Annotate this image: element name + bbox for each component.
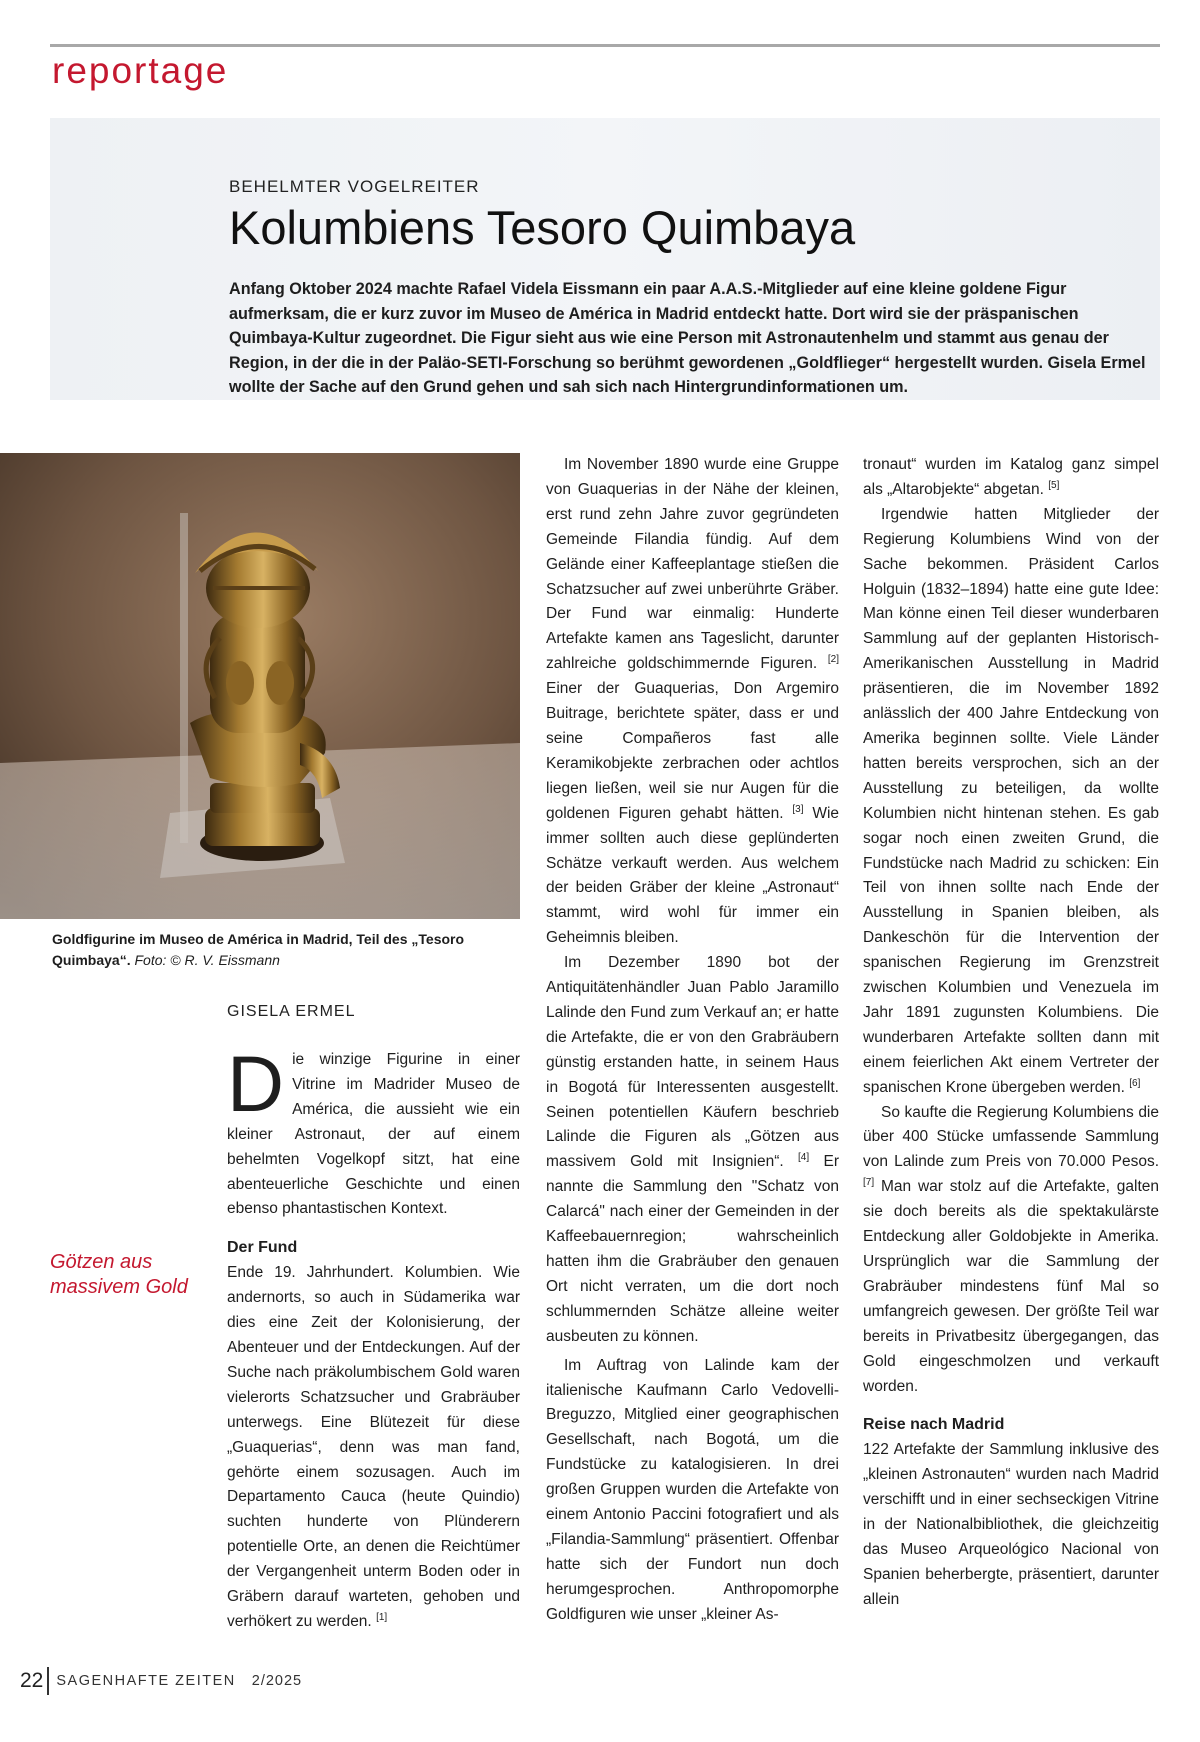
footer-divider — [47, 1667, 49, 1695]
paragraph-text: So kaufte die Regierung Kolumbiens die über 400 Stücke umfassende Sammlung von Lalinde zum Preis von 70.000 Pesos. — [863, 1103, 1159, 1171]
paragraph — [546, 1354, 839, 1628]
gold-figurine-photo — [0, 453, 520, 919]
paragraph — [546, 951, 839, 1350]
article-kicker: BEHELMTER VOGELREITER — [229, 177, 480, 196]
footnote-ref: [2] — [827, 654, 839, 666]
caption-text: Goldfigurine im Museo de América in Madrid, Teil des „Tesoro Quimbaya“. — [52, 931, 465, 968]
footnote-ref: [4] — [798, 1152, 810, 1164]
intro-paragraph — [227, 1039, 520, 1222]
issue-number: 2/2025 — [251, 1673, 303, 1689]
article-title: Kolumbiens Tesoro Quimbaya — [229, 201, 856, 254]
footnote-ref: [5] — [1048, 479, 1060, 491]
heading-der-fund: Der Fund — [227, 1239, 298, 1257]
paragraph-text: Man war stolz auf die Artefakte, galten sie doch bereits als die spektakulärste Entdeckung aller Goldobjekte in Amerika. Ursprünglich war die Sammlung der Grabräuber mindestens fünf Mal so umfangreich gewesen. Der größte Teil war bereits in Privatbesitz übergegangen, das Gold eingeschmolzen und verkauft worden. — [863, 1178, 1160, 1395]
author-byline: GISELA ERMEL — [227, 1003, 356, 1020]
paragraph — [863, 1101, 1159, 1400]
paragraph-text: Einer der Guaquerias, Don Argemiro Buitrage, berichtete später, dass er und seine Compañeros fast alle Keramikobjekte zerbrachen oder achtlos liegen ließen, weil sie nur Augen für die goldenen Figuren gehabt hätten. — [546, 680, 839, 822]
top-rule — [50, 44, 1160, 47]
text-column-3 — [863, 453, 1159, 1613]
paragraph-text: 122 Artefakte der Sammlung inklusive des „kleinen Astronauten“ wurden nach Madrid verschifft und in einer sechseckigen Vitrine in der Nationalbibliothek, die gleichzeitig das Museo Arqueológico Nacional von Spanien beherbergte, präsentiert, darunter allein — [863, 1441, 1159, 1608]
magazine-name: SAGENHAFTE ZEITEN — [56, 1673, 236, 1689]
footnote-ref: [1] — [376, 1611, 388, 1623]
paragraph — [863, 503, 1159, 1101]
page-footer — [20, 1667, 302, 1695]
paragraph-text: Im Auftrag von Lalinde kam der italienische Kaufmann Carlo Vedovelli-Breguzzo, Mitglied einer geographischen Gesellschaft, nach Bogotá, um die Fundstücke zu katalogisieren. In drei großen Gruppen wurden die Artefakte von einem Antonio Paccini fotografiert und als „Filandia-Sammlung“ präsentiert. Offenbar hatte sich der Fundort nun doch herumgesprochen. Anthropomorphe Goldfiguren wie unser „kleiner As- — [546, 1356, 839, 1623]
text-column-2 — [546, 453, 839, 1628]
paragraph-text: Irgendwie hatten Mitglieder der Regierung Kolumbiens Wind von der Sache bekommen. Präsident Carlos Holguin (1832–1894) hatte eine gute Idee: Man könne einen Teil dieser wunderbaren Sammlung auf der geplanten Historisch-Amerikanischen Ausstellung in Madrid präsentieren, die im November 1892 anlässlich der 400 Jahre Entdeckung von Amerika beginnen sollte. Viele Länder hatten bereits versprochen, sich an der Ausstellung zu beteiligen, da wollte Kolumbien nicht hintenan stehen. Es gab sogar noch einen zweiten Grund, die Fundstücke nach Madrid zu schicken: Ein Teil von ihnen sollte nach Ende der Ausstellung in Spanien bleiben, als Dankeschön für die Intervention der spanischen Regierung im Grenzstreit zwischen Kolumbien und Venezuela im Jahr 1891 zugunsten Kolumbiens. Die wunderbaren Artefakte sollten dann mit einem feierlichen Akt einem Vertreter der spanischen Krone übergeben werden. — [863, 505, 1159, 1096]
paragraph — [863, 1438, 1159, 1612]
photo-caption — [52, 929, 492, 971]
section-label: reportage — [52, 50, 229, 91]
paragraph — [546, 453, 839, 951]
paragraph-text: Wie immer sollten auch diese geplünderten Schätze verkauft werden. Aus welchem der beiden Gräber der kleine „Astronaut“ stammt, wird wohl für immer ein Geheimnis bleiben. — [546, 804, 840, 947]
footnote-ref: [3] — [792, 803, 804, 815]
paragraph-text: Im November 1890 wurde eine Gruppe von Guaquerias in der Nähe der kleinen, erst rund zehn Jahre zuvor gegründeten Gemeinde Filandia fündig. Auf dem Gelände einer Kaffeeplantage stießen die Schatzsucher auf zwei unberührte Gräber. Der Fund war einmalig: Hunderte Artefakte kamen ans Tageslicht, darunter zahlreiche goldschimmernde Figuren. — [546, 456, 839, 673]
paragraph-text: Im Dezember 1890 bot der Antiquitätenhändler Juan Pablo Jaramillo Lalinde den Fund zum Verkauf an; er hatte die Artefakte, die er von den Grabräubern günstig erstanden hatte, in seinem Haus in Bogotá für Interessenten ausgestellt. Seinen potentiellen Käufern beschrieb Lalinde die Figuren als „Götzen aus massivem Gold mit Insignien“. — [546, 954, 839, 1171]
paragraph-text: tronaut“ wurden im Katalog ganz simpel als „Altarobjekte“ abgetan. — [863, 456, 1159, 498]
footnote-ref: [7] — [863, 1177, 875, 1189]
paragraph — [227, 1261, 520, 1635]
caption-credit: Foto: © R. V. Eissmann — [134, 952, 280, 968]
page-number: 22 — [20, 1669, 44, 1692]
paragraph-text: Ende 19. Jahrhundert. Kolumbien. Wie andernorts, so auch in Südamerika war dies eine Zeit der Kolonisierung, der Abenteuer und der Entdeckungen. Auf der Suche nach präkolumbischem Gold waren vielerorts Schatzsucher und Grabräuber unterwegs. Eine Blütezeit für diese „Guaquerias“, denn was man fand, gehörte einem sozusagen. Auch im Departamento Cauca (heute Quindio) suchten hunderte von Plünderern potentielle Orte, an denen die Reichtümer der Vergangenheit unterm Boden oder in Gräbern darauf warteten, gehoben und verhökert zu werden. — [227, 1264, 520, 1630]
heading-reise-nach-madrid: Reise nach Madrid — [863, 1416, 1005, 1434]
paragraph — [863, 453, 1159, 503]
text-column-1 — [227, 1039, 520, 1635]
article-lead: Anfang Oktober 2024 machte Rafael Videla Eissmann ein paar A.A.S.-Mitglieder auf eine kleine goldene Figur aufmerksam, die er kurz zuvor im Museo de América in Madrid entdeckt hatte. Dort wird sie der präspanischen Quimbaya-Kultur zugeordnet. Die Figur sieht aus wie eine Person mit Astronautenhelm und stammt aus genau der Region, in der die in der Paläo-SETI-Forschung so berühmt gewordenen „Goldflieger“ hergestellt wurden. Gisela Ermel wollte der Sache auf den Grund gehen und sah sich nach Hintergrundinformationen um. — [229, 280, 1146, 396]
pull-quote: Götzen aus massivem Gold — [50, 1251, 188, 1298]
footnote-ref: [6] — [1129, 1077, 1141, 1089]
paragraph-text: Er nannte die Sammlung den "Schatz von Calarcá" nach einer der Gemeinden in der Kaffeebauernregion; wahrscheinlich hatten ihm die Grabräuber den genauen Ort nicht verraten, um die dort noch schlummernden Schätze alleine weiter ausbeuten zu können. — [546, 1153, 839, 1345]
intro-text: ie winzige Figurine in einer Vitrine im Madrider Museo de América, die aussieht wie ein kleiner Astronaut, der auf einem behelmten Vogelkopf sitzt, hat eine abenteuerliche Geschichte und einen ebenso phantastischen Kontext. — [227, 1051, 520, 1218]
drop-cap: D — [227, 1039, 285, 1128]
